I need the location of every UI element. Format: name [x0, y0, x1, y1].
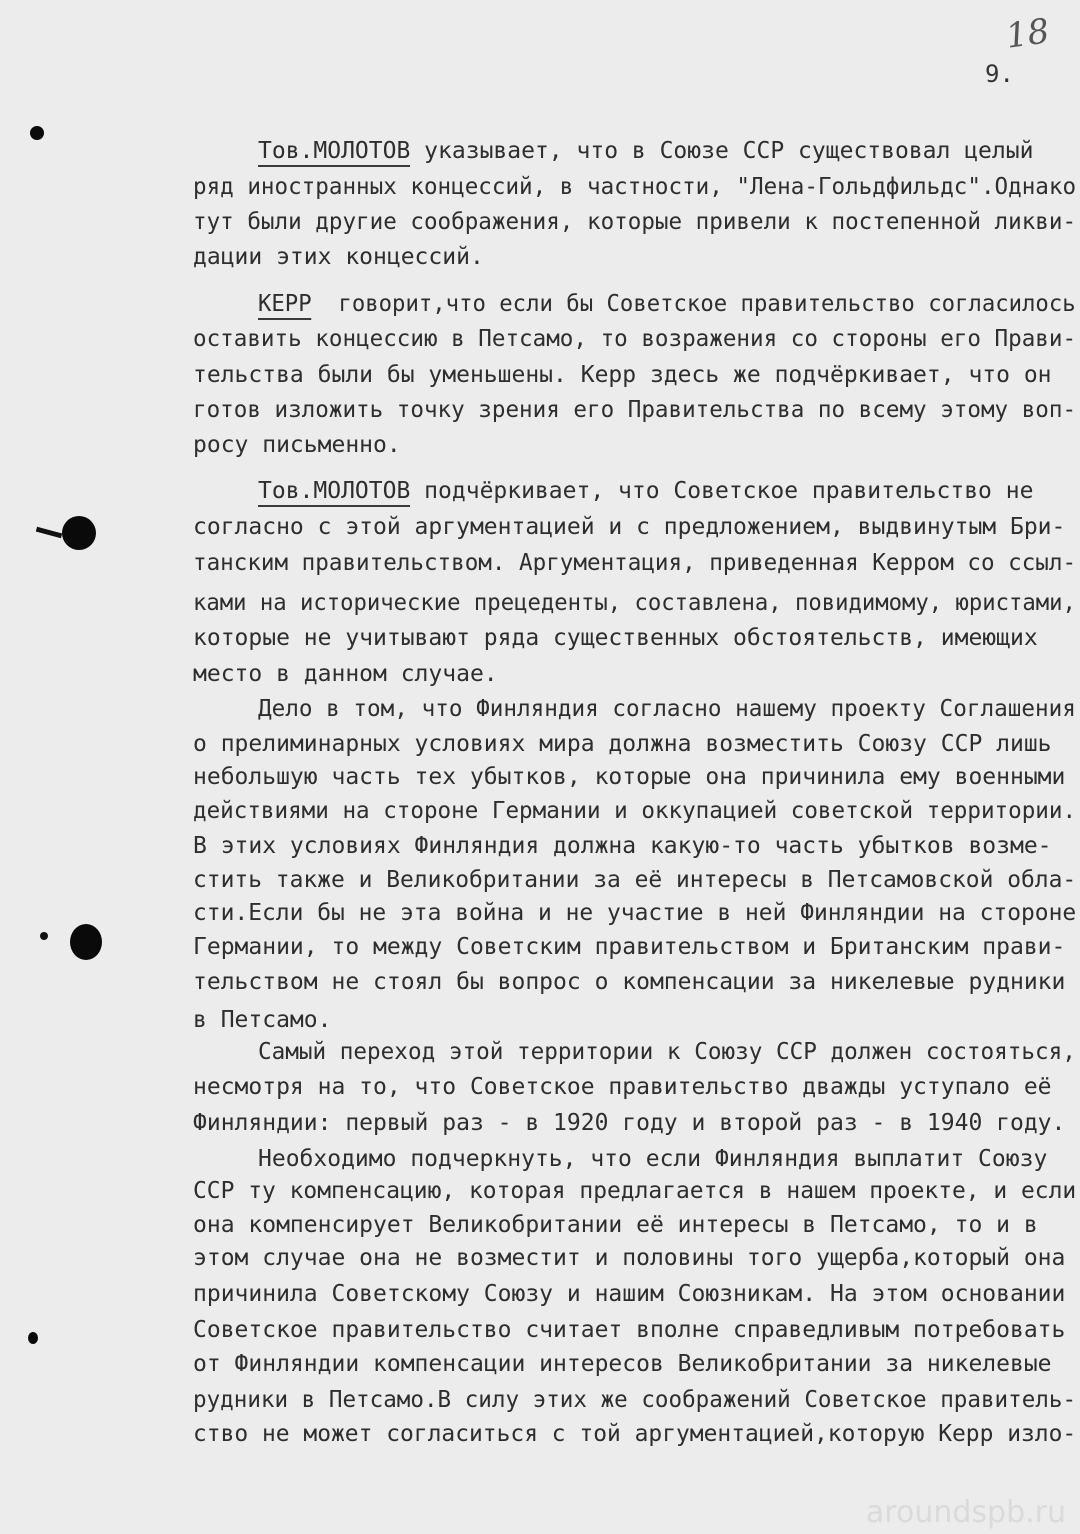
text-line	[193, 550, 1076, 576]
text-line	[193, 1245, 1065, 1271]
text-line	[193, 1178, 1076, 1204]
text-segment: рудники в Петсамо.В силу этих же соображений Советское правитель-	[193, 1387, 1077, 1413]
text-line	[193, 900, 1076, 926]
text-line	[258, 1039, 1076, 1065]
text-segment: тут были другие соображения, которые привели к постепенной ликви-	[193, 209, 1077, 235]
text-line	[193, 432, 401, 458]
text-segment: несмотря на то, что Советское правительство дважды уступало её	[193, 1074, 1052, 1100]
text-segment: она компенсирует Великобритании её интересы в Петсамо, то и в	[193, 1212, 1038, 1238]
text-segment: сти.Если бы не эта война и не участие в ней Финляндии на стороне	[193, 900, 1077, 926]
text-segment: ССР ту компенсацию, которая предлагается в нашем проекте, и если	[193, 1178, 1077, 1204]
text-segment: ство не может согласиться с той аргументацией,которую Керр изло-	[193, 1421, 1077, 1447]
text-line	[193, 1110, 1065, 1136]
text-line	[193, 244, 484, 270]
text-line	[193, 397, 1076, 423]
text-segment: тельства были бы уменьшены. Керр здесь же подчёркивает, что он	[193, 362, 1052, 388]
text-segment: Финляндии: первый раз - в 1920 году и второй раз - в 1940 году.	[193, 1110, 1066, 1136]
speaker-name: Тов.МОЛОТОВ	[258, 138, 410, 167]
text-segment: согласно с этой аргументацией и с предложением, выдвинутым Бри-	[193, 514, 1066, 540]
text-line	[193, 764, 1065, 790]
text-segment: указывает, что в Союзе ССР существовал целый	[410, 138, 1034, 164]
text-segment: которые не учитывают ряда существенных обстоятельств, имеющих	[193, 625, 1038, 651]
text-segment: Дело в том, что Финляндия согласно нашему проекту Соглашения	[258, 696, 1076, 722]
text-segment: в Петсамо.	[193, 1007, 332, 1033]
text-segment: Германии, то между Советским правительством и Британским прави-	[193, 934, 1066, 960]
text-line	[258, 1146, 1047, 1172]
text-line	[193, 174, 1076, 200]
archive-sheet-number: 18	[1003, 11, 1052, 57]
text-line	[193, 514, 1065, 540]
text-line	[193, 1421, 1076, 1447]
text-line	[258, 478, 1033, 504]
text-line	[193, 1007, 331, 1033]
text-segment: готов изложить точку зрения его Правительства по всему этому воп-	[193, 397, 1077, 423]
text-segment: дации этих концессий.	[193, 244, 484, 270]
text-segment: Необходимо подчеркнуть, что если Финляндия выплатит Союзу	[258, 1146, 1048, 1172]
text-segment: Советское правительство считает вполне справедливым потребовать	[193, 1317, 1066, 1343]
text-segment: тельством не стоял бы вопрос о компенсации за никелевые рудники	[193, 969, 1066, 995]
text-line	[193, 1212, 1038, 1238]
page-number: 9.	[985, 60, 1014, 88]
text-segment: росу письменно.	[193, 432, 401, 458]
text-segment: ками на исторические прецеденты, составлена, повидимому, юристами,	[193, 590, 1076, 616]
text-segment: подчёркивает, что Советское правительство не	[410, 478, 1034, 504]
text-line	[193, 326, 1076, 352]
speaker-name: Тов.МОЛОТОВ	[258, 478, 410, 507]
text-line	[258, 696, 1076, 722]
text-segment: говорит,что если бы Советское правительство согласилось	[311, 291, 1076, 317]
text-line	[193, 731, 1052, 757]
text-segment: действиями на стороне Германии и оккупацией советской территории.	[193, 798, 1077, 824]
text-segment: стить также и Великобритании за её интересы в Петсамовской обла-	[193, 867, 1077, 893]
watermark: aroundspb.ru	[865, 1495, 1066, 1530]
text-segment: оставить концессию в Петсамо, то возражения со стороны его Прави-	[193, 326, 1077, 352]
text-line	[193, 833, 1052, 859]
speaker-name: КЕРР	[258, 291, 312, 320]
text-line	[193, 1387, 1076, 1413]
text-segment: В этих условиях Финляндия должна какую-то часть убытков возме-	[193, 833, 1052, 859]
text-segment: о прелиминарных условиях мира должна возместить Союзу ССР лишь	[193, 731, 1052, 757]
text-line	[193, 1317, 1065, 1343]
text-line	[193, 1351, 1052, 1377]
text-line	[193, 867, 1076, 893]
text-segment: танским правительством. Аргументация, приведенная Керром со ссыл-	[193, 550, 1077, 576]
text-line	[193, 209, 1076, 235]
text-line	[193, 1074, 1052, 1100]
text-segment: ряд иностранных концессий, в частности, "Лена-Гольдфильдс".Однако	[193, 174, 1077, 200]
text-segment: место в данном случае.	[193, 661, 498, 687]
text-line	[193, 969, 1065, 995]
text-segment: от Финляндии компенсации интересов Великобритании за никелевые	[193, 1351, 1052, 1377]
text-segment: Самый переход этой территории к Союзу ССР должен состояться,	[258, 1039, 1076, 1065]
text-line	[193, 625, 1038, 651]
text-line	[193, 362, 1052, 388]
text-line	[193, 661, 498, 687]
text-line	[193, 798, 1076, 824]
text-segment: причинила Советскому Союзу и нашим Союзникам. На этом основании	[193, 1281, 1066, 1307]
text-line	[258, 291, 1076, 317]
text-line	[193, 934, 1065, 960]
text-line	[193, 590, 1076, 616]
text-segment: небольшую часть тех убытков, которые она причинила ему военными	[193, 764, 1066, 790]
text-line	[258, 138, 1033, 164]
text-line	[193, 1281, 1065, 1307]
text-segment: этом случае она не возместит и половины того ущерба,который она	[193, 1245, 1066, 1271]
